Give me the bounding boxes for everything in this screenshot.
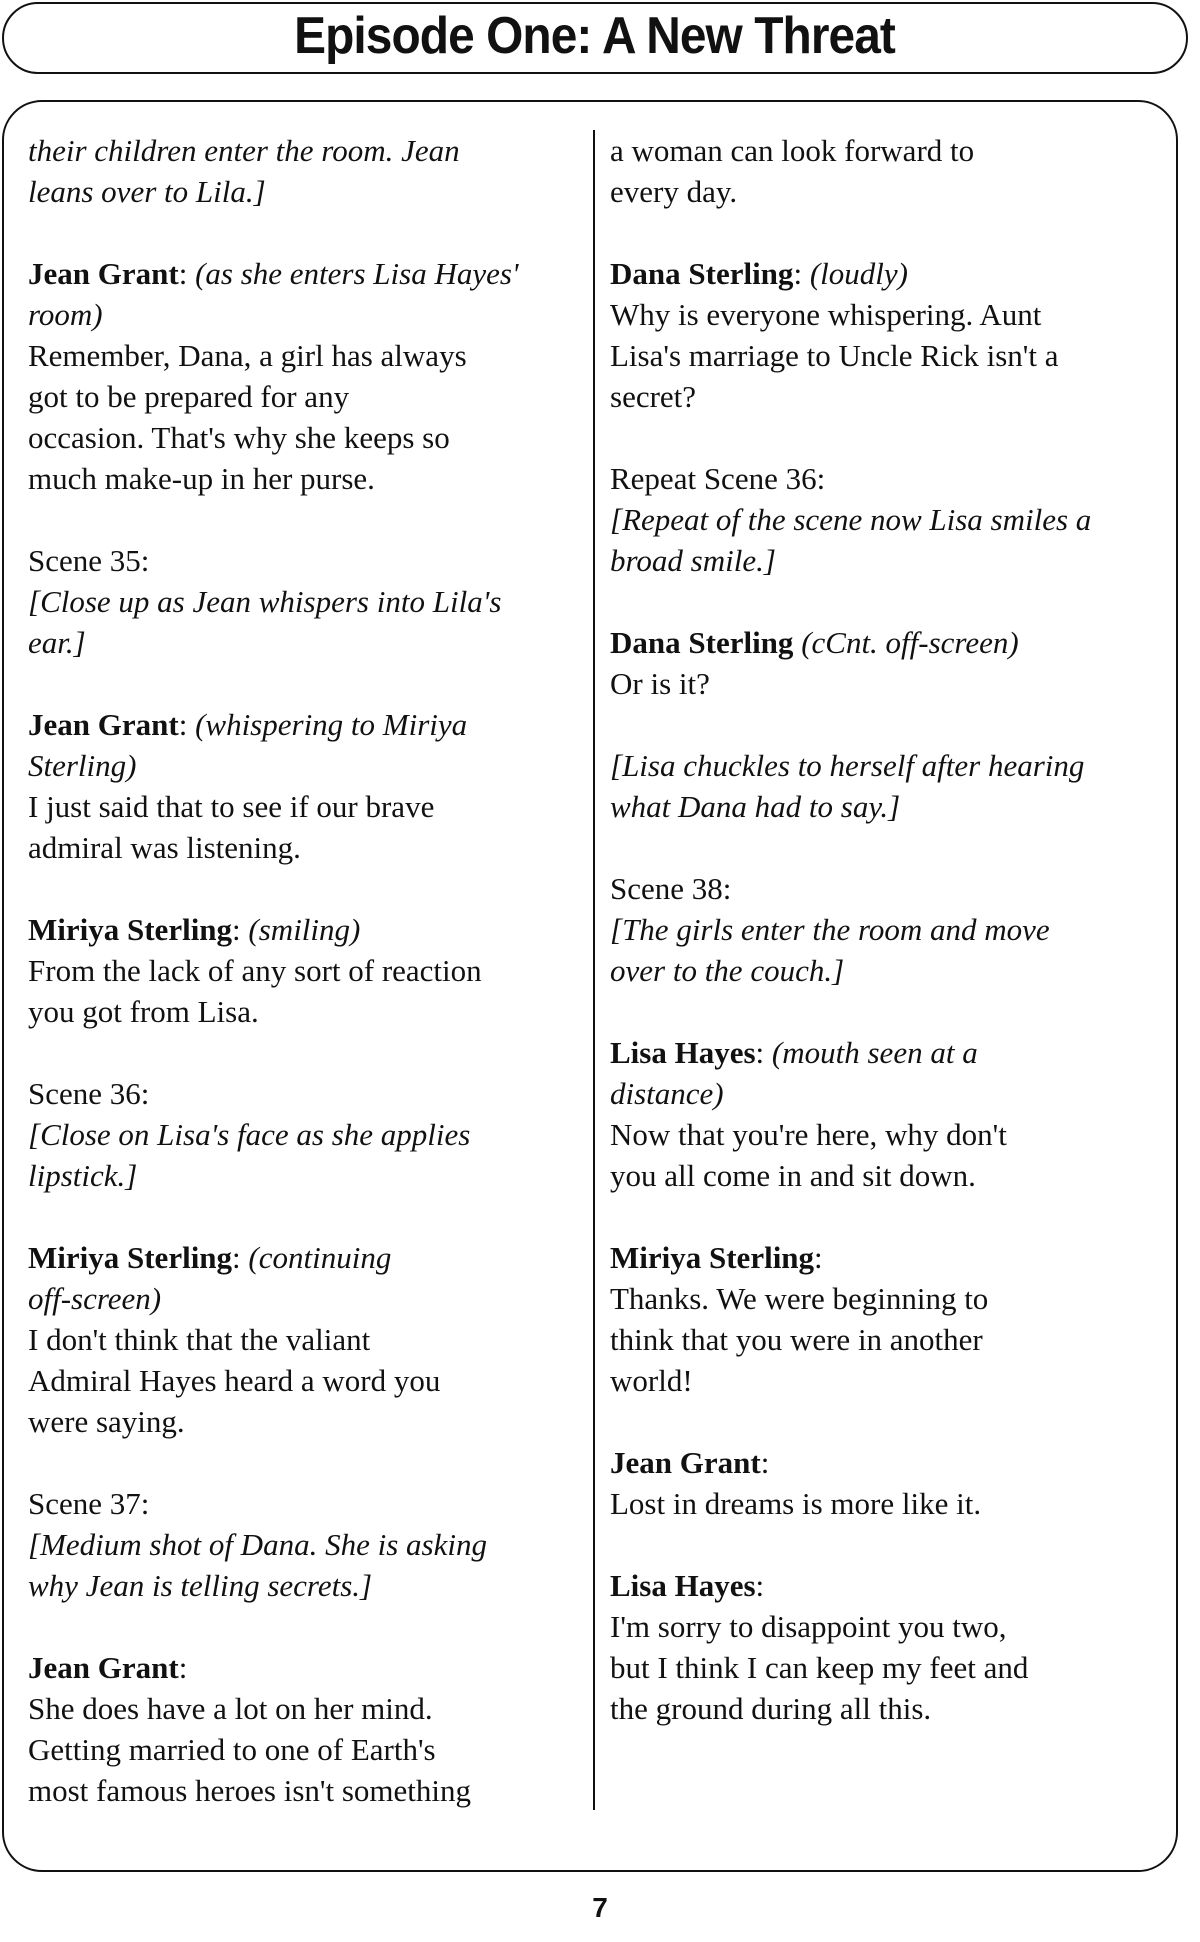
speaker-name: Jean Grant [28,707,179,742]
text-line: their children enter the room. Jean [28,133,460,168]
text-line: Sterling) [28,748,137,783]
stage-direction: (continuing [248,1240,392,1275]
text-line: Lost in dreams is more like it. [610,1486,982,1521]
text-line: Now that you're here, why don't [610,1117,1007,1152]
text-segment: : [178,1650,188,1685]
text-line: room) [28,297,103,332]
text-line [610,253,1170,294]
text-line: [The girls enter the room and move [610,912,1050,947]
text-segment: : [178,707,196,742]
text-line: She does have a lot on her mind. [28,1691,433,1726]
text-line: Scene 38: [610,871,732,906]
text-line: [Medium shot of Dana. She is asking [28,1527,487,1562]
text-line: Scene 37: [28,1486,150,1521]
script-block [28,130,583,212]
stage-direction: (loudly) [809,256,908,291]
script-block [610,130,1170,212]
text-line: Why is everyone whispering. Aunt [610,297,1042,332]
script-block [610,1442,1170,1524]
right-column [610,130,1170,1770]
script-block [610,1032,1170,1196]
text-line: a woman can look forward to [610,133,975,168]
speaker-name: Lisa Hayes [610,1035,756,1070]
text-line: Thanks. We were beginning to [610,1281,989,1316]
text-line: Lisa's marriage to Uncle Rick isn't a [610,338,1059,373]
text-line [610,1565,1170,1606]
script-block [28,1073,583,1196]
page-number: 7 [592,1892,608,1923]
text-line [28,253,583,294]
text-line: [Close on Lisa's face as she applies [28,1117,471,1152]
script-block [610,868,1170,991]
stage-direction: (mouth seen at a [771,1035,978,1070]
text-line: what Dana had to say.] [610,789,901,824]
text-line [610,1237,1170,1278]
script-block [610,1565,1170,1729]
script-block [28,1237,583,1442]
script-block [610,458,1170,581]
stage-direction: (cCnt. off-screen) [801,625,1019,660]
text-line: Scene 36: [28,1076,150,1111]
speaker-name: Jean Grant [610,1445,761,1480]
script-block [28,909,583,1032]
speaker-name: Lisa Hayes [610,1568,756,1603]
script-block [610,1237,1170,1401]
page-title: Episode One: A New Threat [294,7,896,65]
text-line [610,622,1170,663]
text-line: ear.] [28,625,86,660]
script-block [610,253,1170,417]
text-segment: : [178,256,196,291]
text-line: world! [610,1363,693,1398]
text-segment: : [232,912,249,947]
text-line: off-screen) [28,1281,162,1316]
text-line: I'm sorry to disappoint you two, [610,1609,1007,1644]
text-line: Getting married to one of Earth's [28,1732,436,1767]
text-line: Remember, Dana, a girl has always [28,338,467,373]
text-line [610,1442,1170,1483]
text-line: leans over to Lila.] [28,174,266,209]
text-line: Or is it? [610,666,710,701]
stage-direction: (smiling) [248,912,361,947]
text-line: Admiral Hayes heard a word you [28,1363,441,1398]
speaker-name: Dana Sterling [610,256,794,291]
text-line: lipstick.] [28,1158,138,1193]
script-block [28,1483,583,1606]
script-block [28,253,583,499]
text-line: distance) [610,1076,724,1111]
script-block [610,622,1170,704]
text-line: got to be prepared for any [28,379,350,414]
text-line: secret? [610,379,697,414]
text-line [28,1237,583,1278]
script-block [28,1647,583,1811]
text-segment: : [760,1445,770,1480]
script-block [610,745,1170,827]
text-line: were saying. [28,1404,185,1439]
text-line: you all come in and sit down. [610,1158,976,1193]
script-block [28,704,583,868]
speaker-name: Miriya Sterling [610,1240,815,1275]
text-line: I don't think that the valiant [28,1322,371,1357]
speaker-name: Miriya Sterling [28,1240,233,1275]
text-line: admiral was listening. [28,830,301,865]
text-line: but I think I can keep my feet and [610,1650,1029,1685]
text-segment: : [814,1240,823,1275]
text-line: From the lack of any sort of reaction [28,953,482,988]
text-line: over to the couch.] [610,953,845,988]
text-segment: : [755,1035,772,1070]
text-line: why Jean is telling secrets.] [28,1568,373,1603]
text-segment: : [232,1240,249,1275]
text-line [610,1032,1170,1073]
text-segment: : [793,256,810,291]
speaker-name: Miriya Sterling [28,912,233,947]
text-line: think that you were in another [610,1322,983,1357]
speaker-name: Dana Sterling [610,625,794,660]
left-column [28,130,583,1852]
stage-direction: (as she enters Lisa Hayes' [195,256,519,291]
text-line [28,1647,583,1688]
script-block [28,540,583,663]
text-line [28,909,583,950]
text-line: much make-up in her purse. [28,461,375,496]
text-line: occasion. That's why she keeps so [28,420,450,455]
title-banner [2,2,1188,74]
column-divider [593,130,595,1810]
text-line: [Lisa chuckles to herself after hearing [610,748,1085,783]
text-segment: : [755,1568,765,1603]
text-line: [Close up as Jean whispers into Lila's [28,584,502,619]
text-line: every day. [610,174,738,209]
text-line: I just said that to see if our brave [28,789,435,824]
speaker-name: Jean Grant [28,256,179,291]
stage-direction: (whispering to Miriya [195,707,468,742]
text-line: Repeat Scene 36: [610,461,826,496]
text-line [28,704,583,745]
text-line: you got from Lisa. [28,994,259,1029]
text-line: [Repeat of the scene now Lisa smiles a [610,502,1092,537]
text-line: Scene 35: [28,543,150,578]
speaker-name: Jean Grant [28,1650,179,1685]
text-line: broad smile.] [610,543,776,578]
text-line: the ground during all this. [610,1691,932,1726]
text-line: most famous heroes isn't something [28,1773,471,1808]
